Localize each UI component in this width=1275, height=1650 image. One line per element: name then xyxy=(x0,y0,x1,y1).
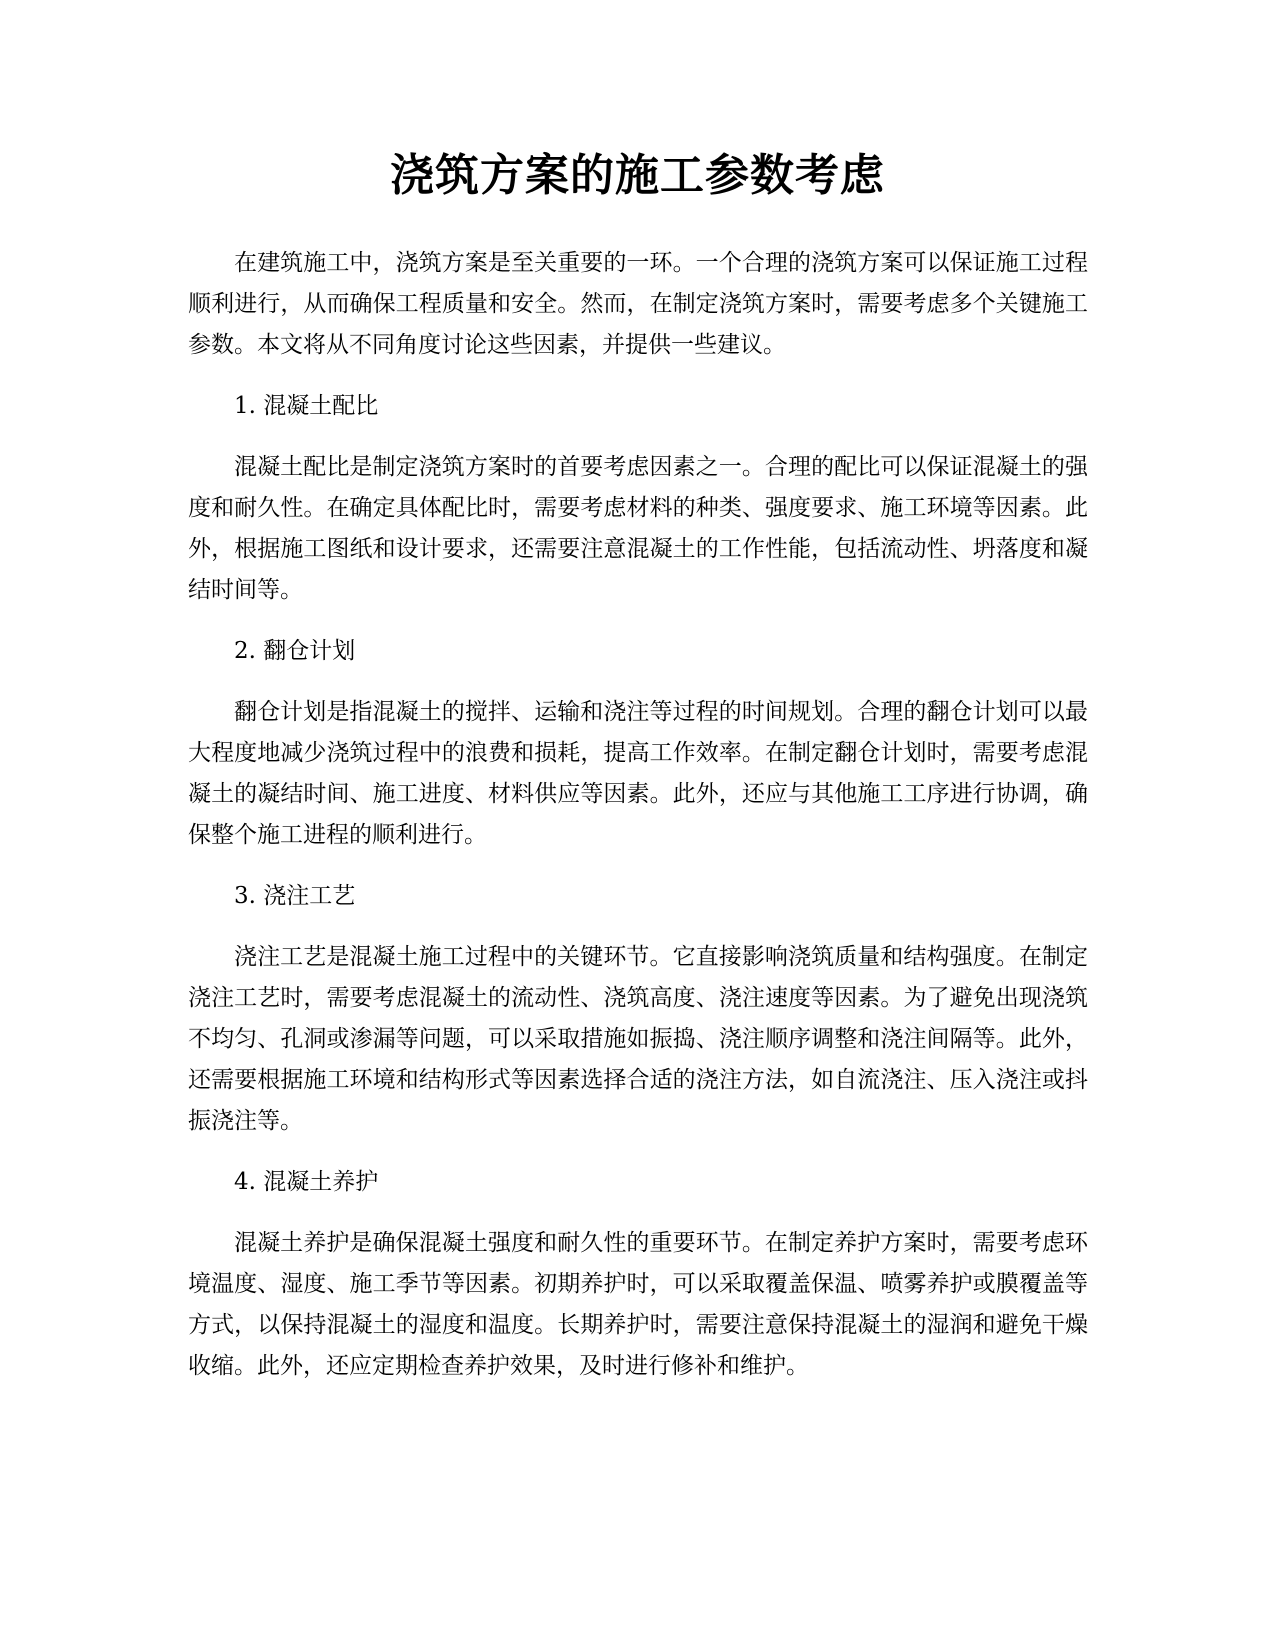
section-body-turnover-plan: 翻仓计划是指混凝土的搅拌、运输和浇注等过程的时间规划。合理的翻仓计划可以最大程度地减少浇筑过程中的浪费和损耗，提高工作效率。在制定翻仓计划时，需要考虑混凝土的凝结时间、施工进度、材料供应等因素。此外，还应与其他施工工序进行协调，确保整个施工进程的顺利进行。 xyxy=(188,699,1088,848)
page-title: 浇筑方案的施工参数考虑 xyxy=(390,150,885,201)
section-heading-curing: 4. 混凝土养护 xyxy=(234,1169,379,1195)
section-heading-pouring-process: 3. 浇注工艺 xyxy=(234,883,356,909)
intro-paragraph: 在建筑施工中，浇筑方案是至关重要的一环。一个合理的浇筑方案可以保证施工过程顺利进行，从而确保工程质量和安全。然而，在制定浇筑方案时，需要考虑多个关键施工参数。本文将从不同角度讨论这些因素，并提供一些建议。 xyxy=(188,250,1088,358)
section-body-curing: 混凝土养护是确保混凝土强度和耐久性的重要环节。在制定养护方案时，需要考虑环境温度、湿度、施工季节等因素。初期养护时，可以采取覆盖保温、喷雾养护或膜覆盖等方式，以保持混凝土的湿度和温度。长期养护时，需要注意保持混凝土的湿润和避免干燥收缩。此外，还应定期检查养护效果，及时进行修补和维护。 xyxy=(188,1230,1088,1379)
section-body-mix-ratio: 混凝土配比是制定浇筑方案时的首要考虑因素之一。合理的配比可以保证混凝土的强度和耐久性。在确定具体配比时，需要考虑材料的种类、强度要求、施工环境等因素。此外，根据施工图纸和设计要求，还需要注意混凝土的工作性能，包括流动性、坍落度和凝结时间等。 xyxy=(188,454,1088,603)
section-body-pouring-process: 浇注工艺是混凝土施工过程中的关键环节。它直接影响浇筑质量和结构强度。在制定浇注工艺时，需要考虑混凝土的流动性、浇筑高度、浇注速度等因素。为了避免出现浇筑不均匀、孔洞或渗漏等问题，可以采取措施如振捣、浇注顺序调整和浇注间隔等。此外，还需要根据施工环境和结构形式等因素选择合适的浇注方法，如自流浇注、压入浇注或抖振浇注等。 xyxy=(188,944,1088,1134)
section-heading-mix-ratio: 1. 混凝土配比 xyxy=(234,393,379,419)
document-body xyxy=(188,243,1088,1407)
section-heading-turnover-plan: 2. 翻仓计划 xyxy=(234,638,356,664)
